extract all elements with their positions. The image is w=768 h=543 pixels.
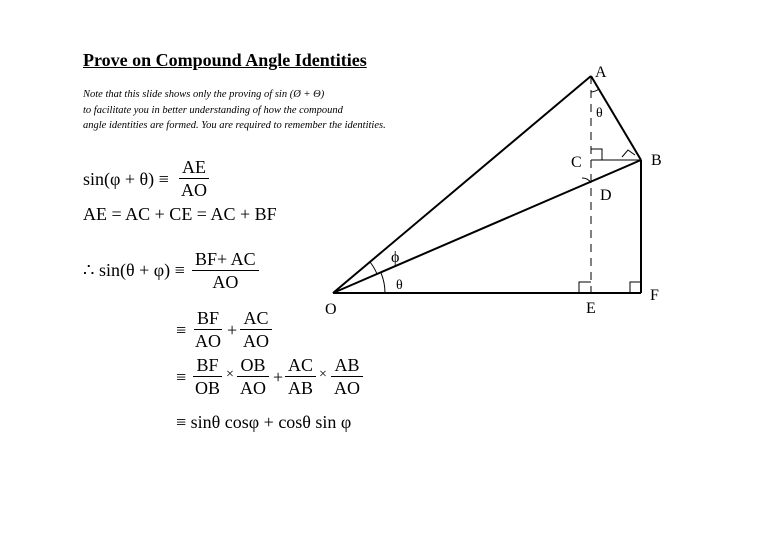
fraction-numerator: BF [194, 307, 222, 330]
label-B: B [651, 152, 662, 169]
slide-title: Prove on Compound Angle Identities [83, 50, 367, 70]
fraction-numerator: AB [331, 354, 362, 377]
fraction-denominator: AO [181, 180, 207, 200]
fraction-denominator: AO [195, 331, 221, 351]
note-line-2: to facilitate you in better understanding of how the compound [83, 105, 343, 116]
fraction-numerator: BF [193, 354, 221, 377]
right-angle-B [622, 150, 635, 157]
proof-line5-times-1: × [226, 367, 234, 382]
fraction-numerator: OB [237, 354, 268, 377]
note-line-3: angle identities are formed. You are required to remember the identities. [83, 120, 386, 131]
proof-line4-plus: + [227, 320, 238, 340]
label-A: A [595, 64, 607, 81]
fraction-numerator: AE [179, 156, 209, 179]
proof-line2: AE = AC + CE = AC + BF [83, 204, 277, 224]
label-D: D [600, 187, 612, 204]
proof-line5-times-2: × [319, 367, 327, 382]
fraction-denominator: AO [243, 331, 269, 351]
proof-line6: ≡ sinθ cosφ + cosθ sin φ [176, 412, 352, 432]
fraction-numerator: AC [285, 354, 316, 377]
right-angle-F [630, 282, 641, 293]
right-angle-E [579, 282, 591, 293]
label-angle-phi: ϕ [391, 249, 400, 266]
proof-line3-lhs: ∴ sin(θ + φ) ≡ [83, 260, 185, 280]
fraction-denominator: AO [212, 272, 239, 292]
label-angle-theta-O: θ [396, 278, 403, 293]
label-O: O [325, 301, 337, 318]
fraction-denominator: AB [288, 378, 314, 398]
angle-arc-phi-O [370, 262, 377, 274]
fraction-numerator: AC [240, 307, 271, 330]
note-line-1: Note that this slide shows only the proving of sin (Ø + Θ) [83, 89, 325, 100]
angle-arc-theta-O [381, 273, 385, 293]
segment-OB [333, 160, 641, 293]
proof-line5-equiv: ≡ [176, 367, 187, 387]
proof-line4-equiv: ≡ [176, 320, 187, 340]
right-angle-C [591, 149, 602, 160]
label-F: F [650, 287, 659, 304]
proof-line1-lhs: sin(φ + θ) ≡ [83, 169, 169, 189]
fraction-denominator: AO [240, 378, 266, 398]
label-C: C [571, 154, 582, 171]
label-angle-theta-A: θ [596, 106, 603, 121]
label-E: E [586, 300, 596, 317]
segment-OA [333, 76, 591, 293]
fraction-denominator: AO [334, 378, 360, 398]
proof-line5-plus: + [273, 367, 284, 387]
fraction-numerator: BF+ AC [192, 248, 259, 271]
angle-arc-theta-A [591, 89, 599, 92]
fraction-denominator: OB [195, 378, 221, 398]
